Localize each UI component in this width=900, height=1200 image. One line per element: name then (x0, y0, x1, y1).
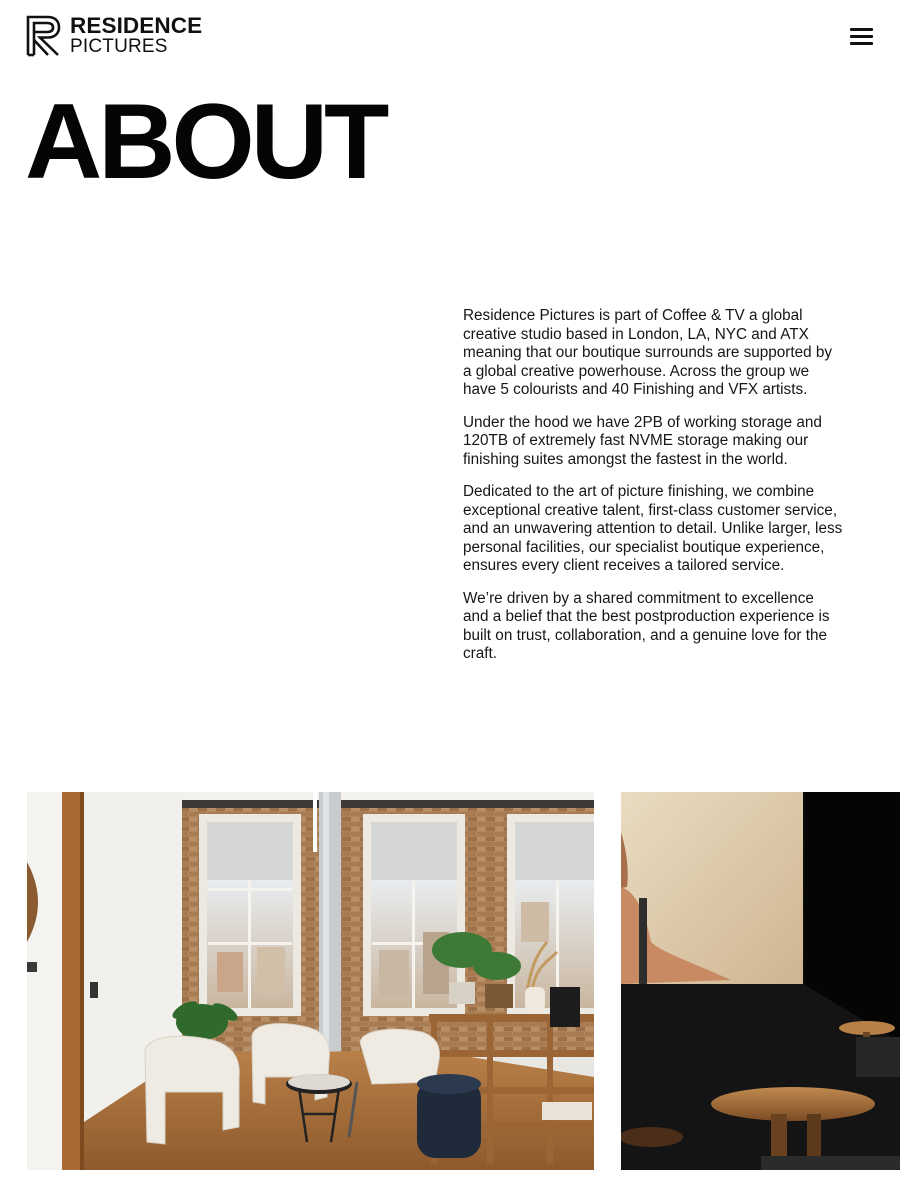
image-gallery[interactable] (0, 790, 900, 1170)
residence-r-logo-icon (26, 15, 62, 57)
logo-text-pictures: PICTURES (70, 36, 168, 57)
about-description (463, 307, 843, 678)
screening-room-illustration (621, 792, 900, 1170)
page-title: ABOUT (25, 81, 386, 201)
about-paragraph: Dedicated to the art of picture finishing, we combine exceptional creative talent, first-class customer service, and an unwavering attention to detail. Unlike larger, less personal facilities, our specialist boutique experience, ensures every client receives a tailored service. (463, 483, 843, 574)
about-paragraph: Residence Pictures is part of Coffee & TV a global creative studio based in London, LA, NYC and ATX meaning that our boutique surrounds are supported by a global creative powerhouse. Across the group we have 5 colourists and 40 Finishing and VFX artists. (463, 307, 833, 398)
reception-lounge-photo[interactable] (27, 792, 594, 1170)
about-paragraph: We’re driven by a shared commitment to excellence and a belief that the best postproduction experience is built on trust, collaboration, and a genuine love for the craft. (463, 589, 830, 662)
residence-pictures-logo[interactable] (26, 15, 206, 60)
screening-room-photo[interactable] (621, 792, 900, 1170)
reception-lounge-illustration (27, 792, 594, 1170)
logo-text-residence: RESIDENCE (70, 13, 203, 38)
hamburger-menu-icon[interactable] (846, 25, 876, 49)
site-header (0, 0, 900, 80)
about-paragraph: Under the hood we have 2PB of working storage and 120TB of extremely fast NVME storage making our finishing suites amongst the fastest in the world. (463, 413, 822, 468)
